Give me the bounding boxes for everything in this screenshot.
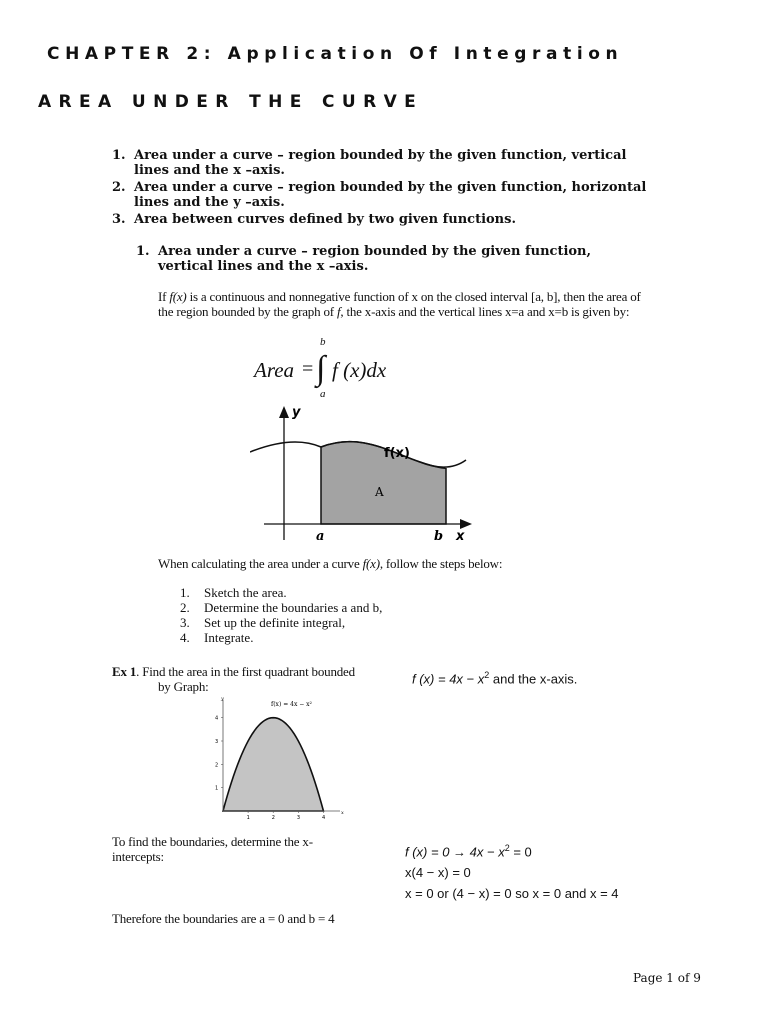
x-tick-label: 4 — [321, 815, 326, 821]
equation-1: f $(x) = 0 \to 4x - x^2 = 0$ — [405, 843, 532, 860]
chart-title: f(x) = 4x − x² — [271, 701, 312, 708]
boundaries-text: To find the boundaries, determine the x- intercepts: — [112, 834, 313, 864]
steps-list — [180, 585, 382, 645]
chart-area-fill — [223, 718, 323, 811]
y-tick-label: 1 — [215, 785, 219, 792]
section-title: AREA UNDER THE CURVE — [38, 92, 424, 112]
parabola-chart — [205, 692, 350, 822]
chart-y-label: y — [221, 696, 224, 702]
b-label: b — [434, 529, 444, 544]
subsection-heading: 1. Area under a curve – region bounded by the given function, vertical lines and the x –axis. — [136, 244, 592, 274]
x-tick-label: 1 — [246, 815, 250, 821]
list-item: 2. Area under a curve – region bounded by the given function, horizontal lines and the y –axis. — [112, 180, 647, 210]
y-tick-label: 4 — [215, 715, 219, 722]
a-label: a — [316, 529, 325, 544]
y-tick-label: 2 — [215, 762, 219, 769]
x-tick-label: 2 — [271, 815, 275, 821]
definition-paragraph: If f(x) is a continuous and nonnegative function of x on the closed interval [a, b], then the area of the region bounded by the graph of f, the x-axis and the vertical lines x=a and x=b is given by: — [158, 289, 641, 319]
equation-2: x(4 − x) = 0 — [405, 865, 471, 881]
chart-x-label: x — [341, 810, 344, 816]
chapter-title: CHAPTER 2: Application Of Integration — [47, 44, 624, 64]
list-item: 3. Area between curves defined by two given functions. — [112, 212, 516, 227]
x-axis-label: x — [456, 529, 465, 544]
boundary-equations — [405, 838, 619, 904]
equation-3: x = 0 or (4 − x) = 0 so x = 0 and x = 4 — [405, 886, 619, 902]
steps-intro: When calculating the area under a curve f(x), follow the steps below: — [158, 556, 503, 571]
list-item: 1. Area under a curve – region bounded by the given function, vertical lines and the x –axis. — [112, 148, 627, 178]
page-number: Page 1 of 9 — [633, 971, 701, 985]
example-1-text: Ex 1. Find the area in the first quadrant bounded by Graph: — [112, 664, 355, 694]
area-diagram — [250, 400, 480, 545]
x-axis-arrow — [460, 519, 472, 529]
x-tick-label: 3 — [296, 815, 301, 821]
y-axis-label: y — [292, 405, 301, 420]
list-item: 1. Sketch the area. — [180, 585, 287, 600]
list-item: 2. Determine the boundaries a and b, — [180, 600, 383, 615]
curve-label: f(x) — [384, 446, 410, 461]
area-formula: Area = ∫ f (x)dx b a — [254, 336, 387, 400]
list-item: 4. Integrate. — [180, 630, 254, 645]
integral-sign: ∫ — [316, 350, 326, 387]
conclusion-text: Therefore the boundaries are a = 0 and b = 4 — [112, 911, 335, 926]
list-item: 3. Set up the definite integral, — [180, 615, 346, 630]
example-1-function: f $(x) = 4x - x^2$ and the x-axis. — [412, 670, 578, 687]
region-label: A — [375, 485, 384, 499]
y-tick-label: 3 — [215, 739, 219, 745]
y-axis-arrow — [279, 406, 289, 418]
